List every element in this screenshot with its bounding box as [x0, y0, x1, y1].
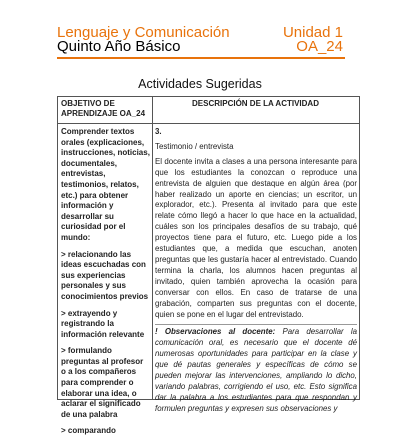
activity-text: El docente invita a clases a una persona interesante para que los estudiantes la conozcan o reproduce una entrevista de alguien que destaque en algún área (por haber realizado un aporte en ciencias; un escritor, un explorador, etc.). Presenta al invitado para que este relate cómo llegó a hacer lo que hace en la actualidad, cuáles son los principales desafíos de su trabajo, qué proyectos tiene para el futuro, etc. Luego pide a los estudiantes que, a medida que escuchan, anoten preguntas que les gustaría hacer al entrevistado. Cuando termina la charla, los alumnos hacen preguntas al invitado, quien también aprovecha la ocasión para conversar con ellos. En caso de tratarse de una grabación, comparten sus preguntas con el docente, quien se pone en el lugar del entrevistado.	[155, 156, 357, 319]
activity-title: Testimonio / entrevista	[155, 141, 234, 151]
objective-item: > formulando preguntas al profesor o a los compañeros para comprender o elaborar una idea, o aclarar el significado de una palabra	[61, 346, 144, 419]
header-title: Lenguaje y Comunicación	[57, 24, 230, 41]
table-column-divider	[152, 97, 153, 399]
header-subtitle: Quinto Año Básico	[57, 38, 181, 55]
col-header-objective: OBJETIVO DE APRENDIZAJE OA_24	[61, 99, 146, 118]
observations	[155, 324, 357, 414]
objective-intro: Comprender textos orales (explicaciones, instrucciones, noticias, documentales, entrevistas, testimonios, relatos, etc.) para obtener información y desarrollar su curiosidad por el mundo:	[61, 127, 150, 242]
objective-item: > extrayendo y registrando la información relevante	[61, 308, 145, 339]
objective-item: > comparando	[61, 426, 116, 436]
objective-column	[61, 127, 150, 443]
header-code: OA_24	[296, 38, 343, 55]
description-column	[155, 127, 357, 419]
objective-item: > relacionando las ideas escuchadas con sus experiencias personales y sus conocimientos previos	[61, 249, 149, 301]
observations-text: Para desarrollar la comunicación oral, es necesario que el docente dé numerosas oportunidades para participar en la clase y que dé pautas generales y específicas de cómo se pueden mejorar las intervenciones, ampliando lo dicho, variando palabras, corrigiendo el uso, etc. Esto significa dar la palabra a los estudiantes para que respondan y formulen preguntas y expresen sus observaciones y	[155, 327, 357, 413]
section-title: Actividades Sugeridas	[138, 77, 262, 91]
activity-number: 3.	[155, 127, 162, 136]
activity-table	[57, 96, 360, 436]
col-header-description: DESCRIPCIÓN DE LA ACTIVIDAD	[192, 99, 319, 108]
table-header-divider	[58, 123, 359, 124]
header-rule	[57, 57, 345, 59]
header-unit: Unidad 1	[282, 24, 343, 41]
observations-label: ! Observaciones al docente:	[155, 327, 276, 337]
